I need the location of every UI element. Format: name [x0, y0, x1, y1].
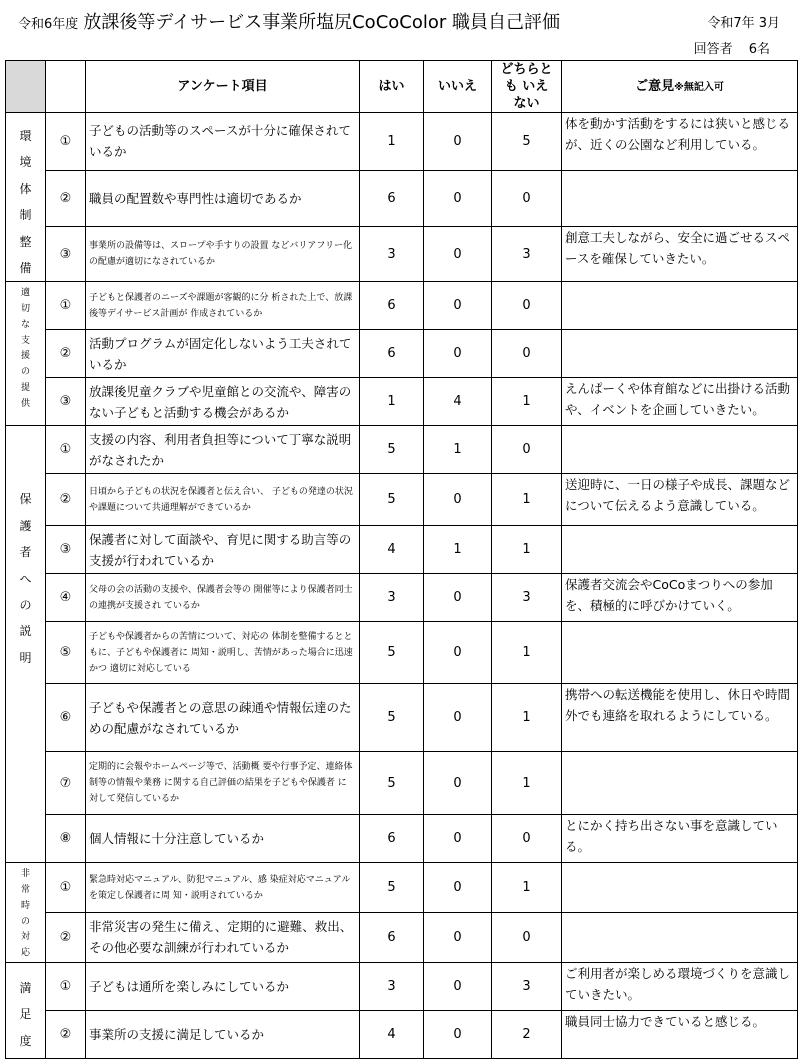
item-text: 緊急時対応マニュアル、防犯マニュアル、感 染症対応マニュアルを策定し保護者に周 知・説明されているか: [86, 863, 360, 913]
category-cell: [6, 962, 46, 1058]
answer-yes: 5: [360, 474, 424, 526]
answer-either: 1: [492, 474, 562, 526]
category-cell: [6, 426, 46, 863]
item-number: ⑧: [46, 815, 86, 863]
answer-either: 1: [492, 622, 562, 684]
opinion-text: 体を動かす活動をするには狭いと感じるが、近くの公園など利用している。: [565, 116, 791, 152]
item-text: 保護者に対して面談や、育児に関する助言等の支援が行われているか: [86, 526, 360, 574]
item-number: ③: [46, 378, 86, 426]
item-text: 父母の会の活動の支援や、保護者会等の 開催等により保護者同士の連携が支援され ているか: [86, 574, 360, 622]
table-row: [6, 226, 798, 282]
answer-yes: 3: [360, 962, 424, 1010]
answer-no: 0: [424, 622, 492, 684]
header-number-cell: [46, 61, 86, 113]
survey-table: [5, 60, 798, 1059]
category-label: 非常時の対応: [20, 869, 30, 959]
opinion-text: えんぱーくや体育館などに出掛ける活動や、イベントを企画していきたい。: [565, 381, 791, 418]
table-row: [6, 282, 798, 330]
opinion-cell: [562, 378, 798, 426]
answer-either: 3: [492, 574, 562, 622]
fiscal-year: 令和6年度: [18, 17, 79, 32]
opinion-text: 送迎時に、一日の様子や成長、課題などについて伝えるよう意識している。: [565, 477, 791, 514]
opinion-cell: [562, 330, 798, 378]
item-number: ①: [46, 863, 86, 913]
answer-yes: 4: [360, 526, 424, 574]
respondent-number: 6名: [748, 42, 770, 57]
table-row: [6, 684, 798, 752]
opinion-cell: [562, 913, 798, 963]
table-row: [6, 913, 798, 963]
item-number: ④: [46, 574, 86, 622]
opinion-text: ご利用者が楽しめる環境づくりを意識していきたい。: [565, 965, 791, 1002]
answer-yes: 1: [360, 113, 424, 171]
item-number: ①: [46, 282, 86, 330]
item-text: 職員の配置数や専門性は適切であるか: [86, 170, 360, 226]
answer-no: 0: [424, 815, 492, 863]
header-opinion-note: ※無記入可: [674, 81, 724, 93]
answer-no: 0: [424, 1010, 492, 1058]
item-text: 支援の内容、利用者負担等について丁寧な説明がなされたか: [86, 426, 360, 474]
answer-yes: 6: [360, 330, 424, 378]
table-row: [6, 330, 798, 378]
opinion-text: 創意工夫しながら、安全に過ごせるスペースを確保していきたい。: [565, 229, 791, 266]
item-text: 非常災害の発生に備え、定期的に避難、救出、その他必要な訓練が行われているか: [86, 913, 360, 963]
answer-yes: 5: [360, 863, 424, 913]
answer-no: 0: [424, 913, 492, 963]
table-row: [6, 863, 798, 913]
category-cell: [6, 282, 46, 426]
header-no: いいえ: [424, 61, 492, 113]
answer-either: 1: [492, 752, 562, 815]
table-row: [6, 474, 798, 526]
answer-yes: 6: [360, 815, 424, 863]
answer-either: 2: [492, 1010, 562, 1058]
answer-no: 0: [424, 330, 492, 378]
category-cell: [6, 863, 46, 963]
opinion-cell: [562, 815, 798, 863]
opinion-text: 保護者交流会やCoCoまつりへの参加を、積極的に呼びかけていく。: [565, 577, 773, 614]
opinion-text: とにかく持ち出さない事を意識している。: [565, 818, 778, 855]
answer-either: 3: [492, 962, 562, 1010]
table-row: [6, 113, 798, 171]
document-title: [18, 8, 788, 38]
answer-either: 0: [492, 426, 562, 474]
category-label: 環境 体制 整備: [19, 129, 32, 275]
opinion-cell: [562, 752, 798, 815]
item-text: 子どもと保護者のニーズや課題が客観的に分 析された上で、放課後等デイサービス計画が 作成されているか: [86, 282, 360, 330]
header-category-cell: [6, 61, 46, 113]
item-text: 放課後児童クラブや児童館との交流や、障害のない子どもと活動する機会があるか: [86, 378, 360, 426]
header-either-label: どちらとも いえない: [500, 62, 553, 111]
item-number: ②: [46, 170, 86, 226]
answer-yes: 5: [360, 426, 424, 474]
opinion-cell: [562, 170, 798, 226]
answer-either: 1: [492, 684, 562, 752]
answer-no: 0: [424, 752, 492, 815]
answer-no: 0: [424, 962, 492, 1010]
answer-either: 1: [492, 863, 562, 913]
category-label: 保護者への説明: [19, 492, 32, 665]
item-number: ②: [46, 474, 86, 526]
respondent-count: [694, 38, 770, 57]
item-text: 子どもや保護者との意思の疎通や情報伝達のための配慮がなされているか: [86, 684, 360, 752]
answer-no: 1: [424, 526, 492, 574]
answer-yes: 6: [360, 170, 424, 226]
answer-no: 4: [424, 378, 492, 426]
answer-either: 0: [492, 282, 562, 330]
item-number: ①: [46, 962, 86, 1010]
answer-no: 0: [424, 684, 492, 752]
answer-yes: 6: [360, 282, 424, 330]
item-number: ⑥: [46, 684, 86, 752]
answer-yes: 3: [360, 226, 424, 282]
answer-yes: 5: [360, 622, 424, 684]
item-text: 子どもは通所を楽しみにしているか: [86, 962, 360, 1010]
table-row: [6, 426, 798, 474]
table-header-row: [6, 61, 798, 113]
answer-yes: 3: [360, 574, 424, 622]
opinion-cell: [562, 962, 798, 1010]
opinion-cell: [562, 426, 798, 474]
category-cell: [6, 113, 46, 282]
opinion-cell: [562, 622, 798, 684]
item-text: 子どもの活動等のスペースが十分に確保されているか: [86, 113, 360, 171]
table-row: [6, 574, 798, 622]
item-text: 日頃から子どもの状況を保護者と伝え合い、 子どもの発達の状況や課題について共通理解ができているか: [86, 474, 360, 526]
item-text: 定期的に会報やホームページ等で、活動概 要や行事予定、連絡体制等の情報や業務 に関する自己評価の結果を子どもや保護者 に対して発信しているか: [86, 752, 360, 815]
category-label: 適切な支援の提供: [20, 288, 30, 409]
opinion-text: 職員同士協力できていると感じる。: [565, 1013, 766, 1029]
answer-either: 5: [492, 113, 562, 171]
item-text: 子どもや保護者からの苦情について、対応の 体制を整備するとともに、子どもや保護者に 周知・説明し、苦情があった場合に迅速かつ 適切に対応している: [86, 622, 360, 684]
item-number: ⑦: [46, 752, 86, 815]
item-text: 活動プログラムが固定化しないよう工夫されているか: [86, 330, 360, 378]
table-row: [6, 815, 798, 863]
answer-either: 3: [492, 226, 562, 282]
answer-either: 0: [492, 815, 562, 863]
answer-no: 0: [424, 863, 492, 913]
item-number: ②: [46, 913, 86, 963]
answer-no: 0: [424, 170, 492, 226]
answer-yes: 5: [360, 684, 424, 752]
answer-yes: 6: [360, 913, 424, 963]
opinion-cell: [562, 1010, 798, 1058]
opinion-cell: [562, 684, 798, 752]
opinion-text: 携帯への転送機能を使用し、休日や時間外でも連絡を取れるようにしている。: [565, 687, 791, 724]
header-item: アンケート項目: [86, 61, 360, 113]
answer-either: 0: [492, 330, 562, 378]
header-yes: はい: [360, 61, 424, 113]
table-row: [6, 526, 798, 574]
answer-yes: 4: [360, 1010, 424, 1058]
answer-yes: 5: [360, 752, 424, 815]
title-main: 放課後等デイサービス事業所塩尻CoCoColor 職員自己評価: [83, 12, 560, 33]
answer-no: 0: [424, 282, 492, 330]
header-either: [492, 61, 562, 113]
answer-either: 1: [492, 378, 562, 426]
opinion-cell: [562, 574, 798, 622]
table-row: [6, 962, 798, 1010]
table-row: [6, 378, 798, 426]
item-number: ①: [46, 113, 86, 171]
answer-no: 0: [424, 226, 492, 282]
opinion-cell: [562, 113, 798, 171]
answer-no: 0: [424, 574, 492, 622]
answer-either: 0: [492, 170, 562, 226]
respondent-label: 回答者: [693, 42, 733, 57]
item-number: ⑤: [46, 622, 86, 684]
answer-no: 0: [424, 113, 492, 171]
table-row: [6, 752, 798, 815]
opinion-cell: [562, 282, 798, 330]
item-number: ③: [46, 526, 86, 574]
item-number: ①: [46, 426, 86, 474]
answer-yes: 1: [360, 378, 424, 426]
answer-either: 1: [492, 526, 562, 574]
answer-no: 0: [424, 474, 492, 526]
table-row: [6, 622, 798, 684]
header-opinion-label: ご意見: [635, 78, 675, 94]
answer-no: 1: [424, 426, 492, 474]
item-number: ②: [46, 330, 86, 378]
answer-either: 0: [492, 913, 562, 963]
opinion-cell: [562, 863, 798, 913]
item-text: 事業所の支援に満足しているか: [86, 1010, 360, 1058]
report-date: 令和7年 3月: [707, 16, 780, 31]
item-number: ③: [46, 226, 86, 282]
opinion-cell: [562, 474, 798, 526]
header-opinion: [562, 61, 798, 113]
table-row: [6, 1010, 798, 1058]
item-text: 個人情報に十分注意しているか: [86, 815, 360, 863]
table-row: [6, 170, 798, 226]
item-text: 事業所の設備等は、スロープや手すりの設置 などバリアフリー化の配慮が適切になされているか: [86, 226, 360, 282]
opinion-cell: [562, 526, 798, 574]
category-label: 満足度: [19, 980, 32, 1048]
item-number: ②: [46, 1010, 86, 1058]
opinion-cell: [562, 226, 798, 282]
